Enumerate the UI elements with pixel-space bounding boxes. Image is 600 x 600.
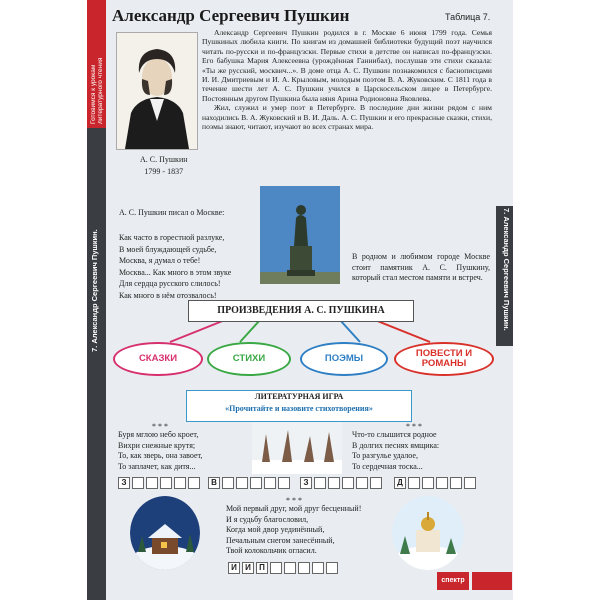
stars-b: * * *: [406, 422, 422, 431]
answer-box[interactable]: [436, 477, 448, 489]
answer-box[interactable]: [312, 562, 324, 574]
answer-box[interactable]: [146, 477, 158, 489]
answer-box[interactable]: [356, 477, 368, 489]
moscow-poem: Как часто в горестной разлуке, В моей блуждающей судьбе, Москва, я думал о тебе! Москва... Как много в этом звуке Для сердца русского слилось! Как много в нём отозвалось!: [119, 233, 232, 300]
game-title: ЛИТЕРАТУРНАЯ ИГРА: [254, 392, 344, 401]
poem-c: Мой первый друг, мой друг бесценный! И я судьбу благословил, Когда мой двор уединённый, Печальным снегом занесённый, Твой колокольчик огласил.: [226, 504, 362, 555]
answer-box[interactable]: И: [228, 562, 240, 574]
side-title-left: 7. Александр Сергеевич Пушкин.: [90, 229, 99, 352]
portrait-years: 1799 - 1837: [144, 167, 184, 176]
bio-paragraph-2: Жил, служил и умер поэт в Петербурге. В последние дни жизни рядом с ним находились В. А. Жуковский и В. И. Даль. А. С. Пушкин и его прекрасные сказки, стихи, поэмы знают, читают, изучают во всех странах мира.: [202, 103, 492, 132]
publisher-logo: спектр: [437, 572, 469, 590]
pushkin-portrait-icon: [117, 33, 197, 149]
winter-trees-icon: [252, 422, 342, 474]
works-item-novels: ПОВЕСТИ И РОМАНЫ: [394, 342, 494, 376]
answer-boxes-b: [208, 477, 292, 489]
monument-icon: [260, 186, 340, 284]
answer-box[interactable]: [188, 477, 200, 489]
winter-trees-picture: [252, 422, 342, 474]
answer-box[interactable]: [278, 477, 290, 489]
answer-box[interactable]: [326, 562, 338, 574]
answer-box[interactable]: [270, 562, 282, 574]
answer-box[interactable]: Д: [394, 477, 406, 489]
answer-box[interactable]: [464, 477, 476, 489]
page-title: Александр Сергеевич Пушкин: [112, 6, 350, 25]
side-title-right: 7. Александр Сергеевич Пушкин.: [502, 208, 511, 331]
table-number: Таблица 7.: [445, 12, 491, 22]
answer-box[interactable]: [422, 477, 434, 489]
answer-box[interactable]: [298, 562, 310, 574]
winter-house-icon: [130, 496, 200, 570]
stars-a: * * *: [152, 422, 168, 431]
answer-box[interactable]: [132, 477, 144, 489]
portrait-name: А. С. Пушкин: [140, 155, 188, 164]
answer-box[interactable]: [174, 477, 186, 489]
answer-box[interactable]: [160, 477, 172, 489]
literary-game-box: [186, 390, 412, 422]
answer-boxes-d: [394, 477, 478, 489]
connector-arrows: [150, 318, 450, 348]
winter-church-icon: [392, 496, 464, 570]
stars-c: * * *: [286, 496, 302, 505]
answer-box[interactable]: [264, 477, 276, 489]
answer-box[interactable]: [450, 477, 462, 489]
bio-paragraph-1: Александр Сергеевич Пушкин родился в г. Москве 6 июня 1799 года. Семья Пушкиных любила книги. По книгам из домашней библиотеки будущий поэт научился читать по-русски и по-французски. Первые стихи в детстве он написал по-французски. Его бабушка Мария Алексеевна (урождённая Ганнибал), послушав эти стихи сказала: «Ты же русский, москвич...». В доме отца А. С. Пушкин познакомился с баснописцами И. И. Дмитриевым и И. А. Крыловым, молодым поэтом В. А. Жуковским. С 1811 года в течение шести лет А. С. Пушкин учился в Царскосельском лицее в Петербурге. Постоянным другом Пушкина была няня Арина Родионовна Яковлева.: [202, 28, 492, 103]
answer-box[interactable]: [236, 477, 248, 489]
answer-boxes-c: [300, 477, 384, 489]
works-item-long-poems: ПОЭМЫ: [300, 342, 388, 376]
winter-church-picture: [392, 496, 464, 570]
answer-boxes-a: [118, 477, 202, 489]
answer-box[interactable]: [222, 477, 234, 489]
works-item-fairy-tales: СКАЗКИ: [113, 342, 203, 376]
series-label: Готовимся к урокам литературного чтения: [90, 57, 104, 124]
portrait-image: [116, 32, 198, 150]
works-item-poems: СТИХИ: [207, 342, 291, 376]
answer-box[interactable]: [328, 477, 340, 489]
poem-b: Что-то слышится родное В долгих песнях ямщика: То разгулье удалое, То сердечная тоска...: [352, 430, 440, 471]
answer-box[interactable]: [314, 477, 326, 489]
monument-photo: [260, 186, 340, 284]
answer-box[interactable]: [284, 562, 296, 574]
monument-note: В родном и любимом городе Москве стоит памятник А. С. Пушкину, который стал местом памяти и встреч.: [352, 252, 490, 282]
answer-box[interactable]: [370, 477, 382, 489]
answer-boxes-e: [228, 562, 340, 574]
moscow-intro: А. С. Пушкин писал о Москве:: [119, 208, 225, 217]
answer-box[interactable]: И: [242, 562, 254, 574]
answer-box[interactable]: [250, 477, 262, 489]
biography-text: [202, 28, 492, 131]
works-header: ПРОИЗВЕДЕНИЯ А. С. ПУШКИНА: [188, 300, 414, 322]
game-subtitle: «Прочитайте и назовите стихотворения»: [225, 404, 373, 413]
answer-box[interactable]: В: [208, 477, 220, 489]
publisher-info: [472, 572, 512, 590]
answer-box[interactable]: [408, 477, 420, 489]
answer-box[interactable]: П: [256, 562, 268, 574]
winter-house-picture: [130, 496, 200, 570]
answer-box[interactable]: [342, 477, 354, 489]
answer-box[interactable]: З: [118, 477, 130, 489]
portrait-caption: [140, 154, 188, 178]
answer-box[interactable]: З: [300, 477, 312, 489]
poem-a: Буря мглою небо кроет, Вихри снежные крутя; То, как зверь, она завоет, То заплачет, как дитя...: [118, 430, 203, 471]
